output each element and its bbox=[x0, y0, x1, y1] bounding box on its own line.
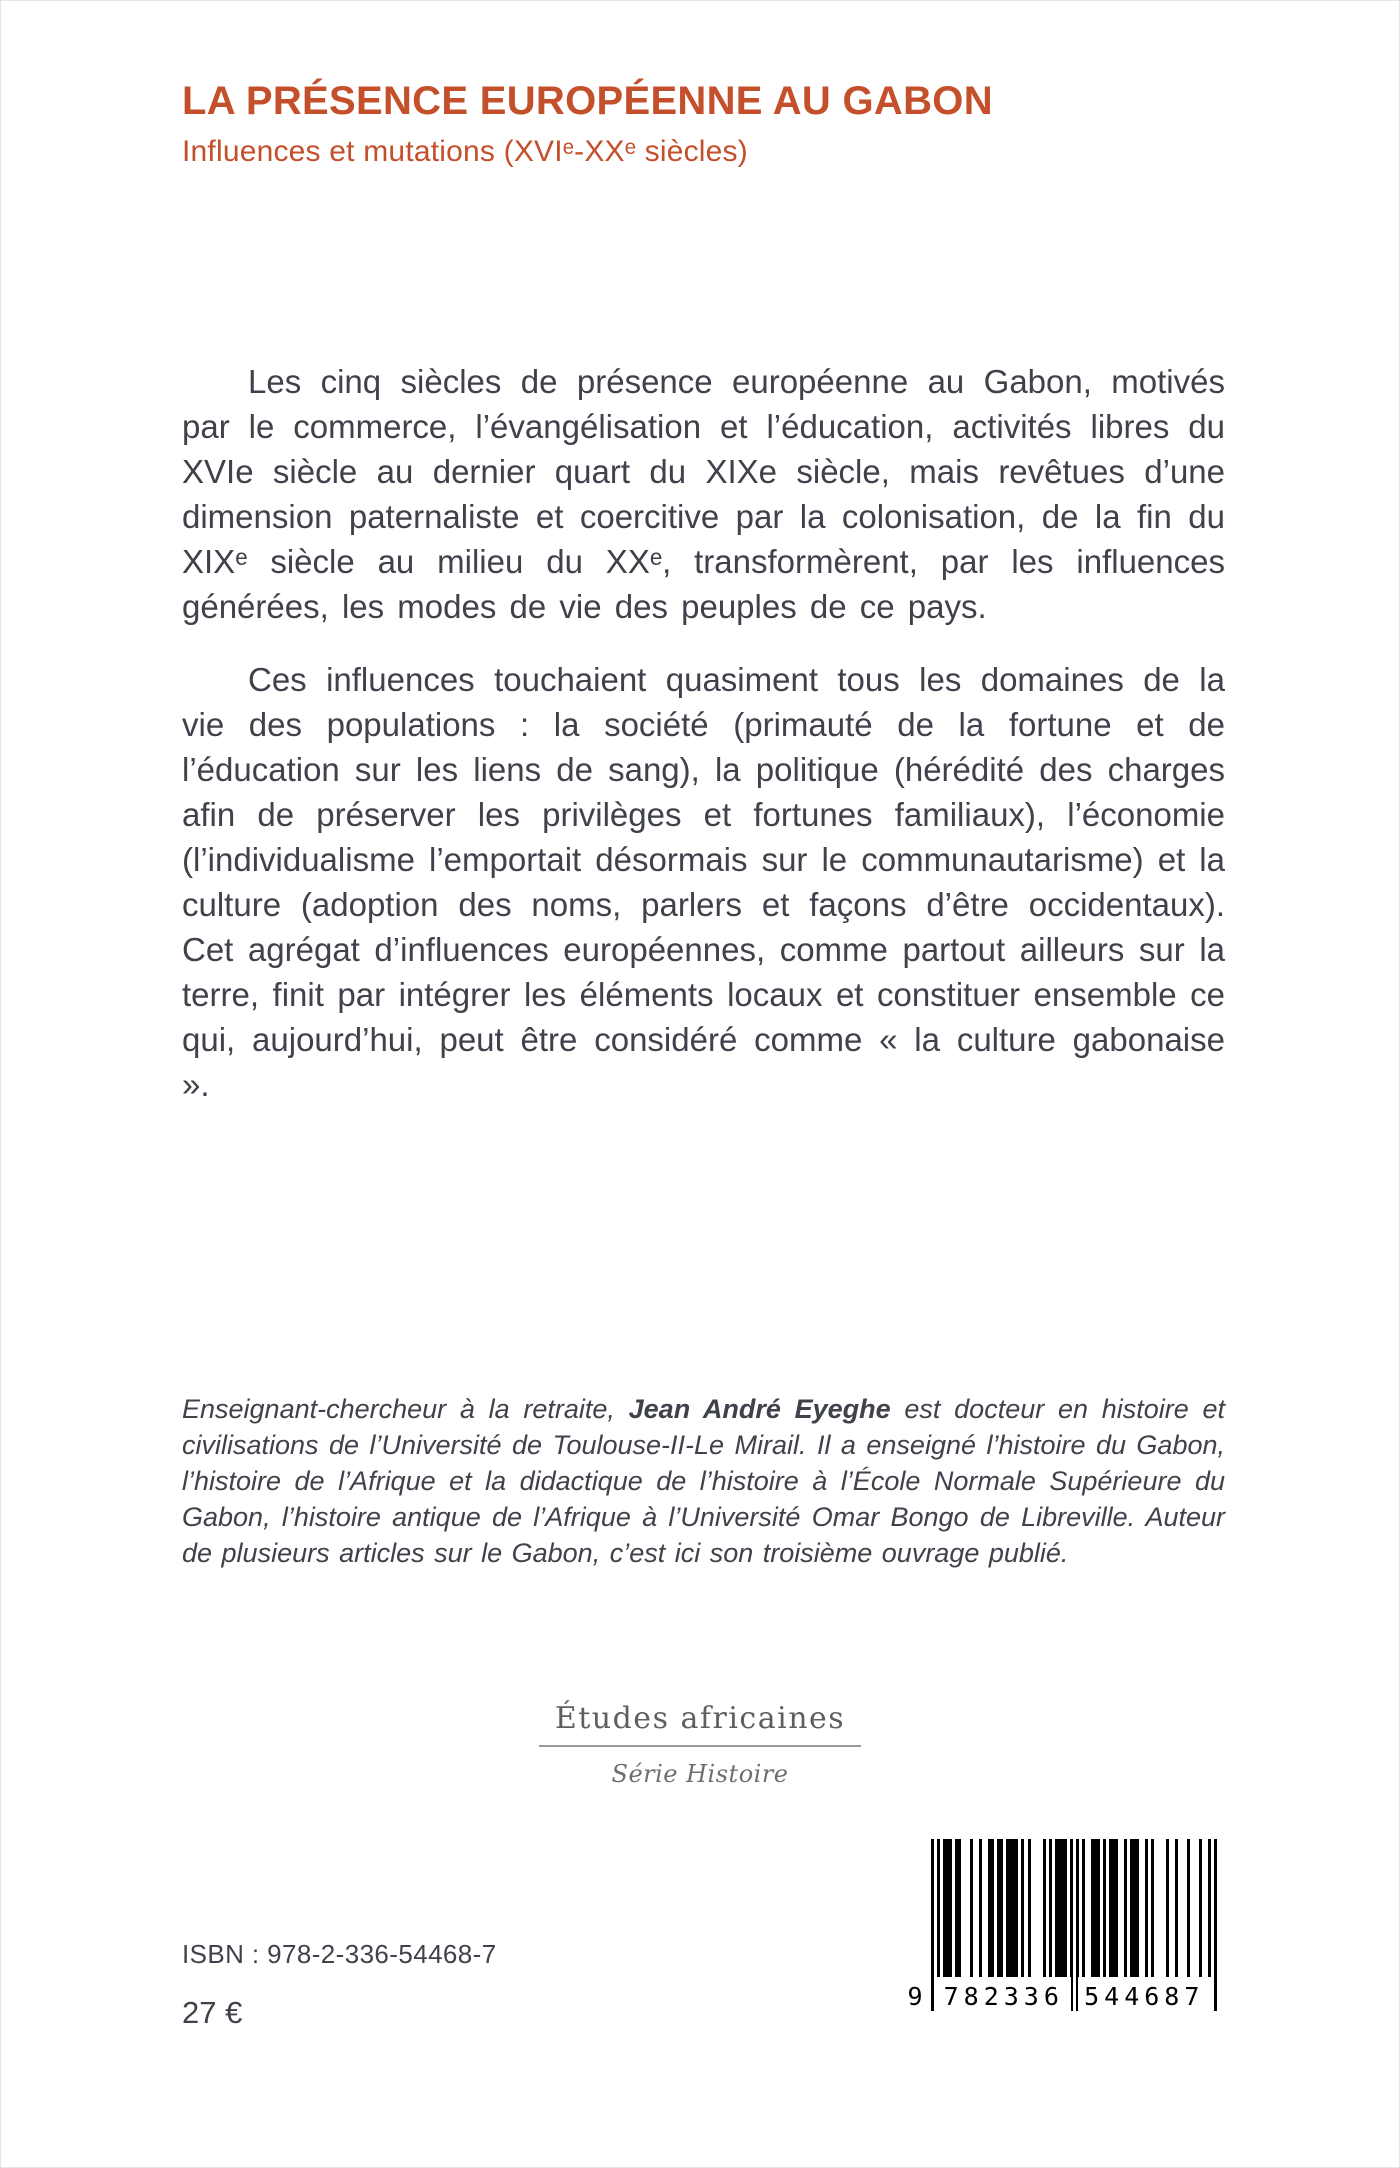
barcode bbox=[901, 1839, 1221, 2011]
isbn-label: ISBN : 978-2-336-54468-7 bbox=[182, 1939, 497, 1969]
synopsis bbox=[182, 359, 1225, 1107]
barcode-digits bbox=[901, 1977, 1221, 2011]
author-bio bbox=[182, 1391, 1225, 1571]
bio-text-before: Enseignant-chercheur à la retraite, bbox=[182, 1394, 629, 1424]
bio-text-after: est docteur en histoire et civilisations de l’Université de Toulouse-II-Le Mirail. Il a enseigné l’histoire du Gabon, l’histoire de l’Afrique et la didactique de l’histoire à l’École Normale Supérieure du Gabon, l’histoire antique de l’Afrique à l’Université Omar Bongo de Libreville. Auteur de plusieurs articles sur le Gabon, c’est ici son troisième ouvrage publié. bbox=[182, 1394, 1225, 1568]
synopsis-paragraph-2: Ces influences touchaient quasiment tous les domaines de la vie des populations : la société (primauté de la fortune et de l’éducation sur les liens de sang), la politique (hérédité des charges afin de préserver les privilèges et fortunes familiaux), l’économie (l’individualisme l’emportait désormais sur le communautarisme) et la culture (adoption des noms, parlers et façons d’être occidentaux). Cet agrégat d’influences européennes, comme partout ailleurs sur la terre, finit par intégrer les éléments locaux et constituer ensemble ce qui, aujourd’hui, peut être considéré comme « la culture gabonaise ». bbox=[182, 661, 1225, 1103]
book-title: LA PRÉSENCE EUROPÉENNE AU GABON bbox=[182, 79, 993, 123]
author-name: Jean André Eyeghe bbox=[628, 1394, 891, 1424]
collection-block bbox=[1, 1701, 1399, 1788]
header bbox=[182, 79, 1239, 169]
price-label: 27 € bbox=[182, 1995, 243, 2030]
barcode-digit-first: 9 bbox=[901, 1977, 929, 2011]
synopsis-paragraph-1: Les cinq siècles de présence européenne au Gabon, motivés par le commerce, l’évangélisation et l’éducation, activités libres du XVIe siècle au dernier quart du XIXe siècle, mais revêtues d’une dimension paternaliste et coercitive par la colonisation, de la fin du XIXᵉ siècle au milieu du XXᵉ, transformèrent, par les influences générées, les modes de vie des peuples de ce pays. bbox=[182, 363, 1225, 625]
series-name: Série Histoire bbox=[611, 1760, 789, 1788]
book-subtitle: Influences et mutations (XVIᵉ-XXᵉ siècles) bbox=[182, 135, 748, 168]
barcode-digit-group-2: 544687 bbox=[1078, 1977, 1212, 2011]
collection-name: Études africaines bbox=[539, 1701, 861, 1747]
barcode-digit-group-1: 782336 bbox=[937, 1977, 1071, 2011]
